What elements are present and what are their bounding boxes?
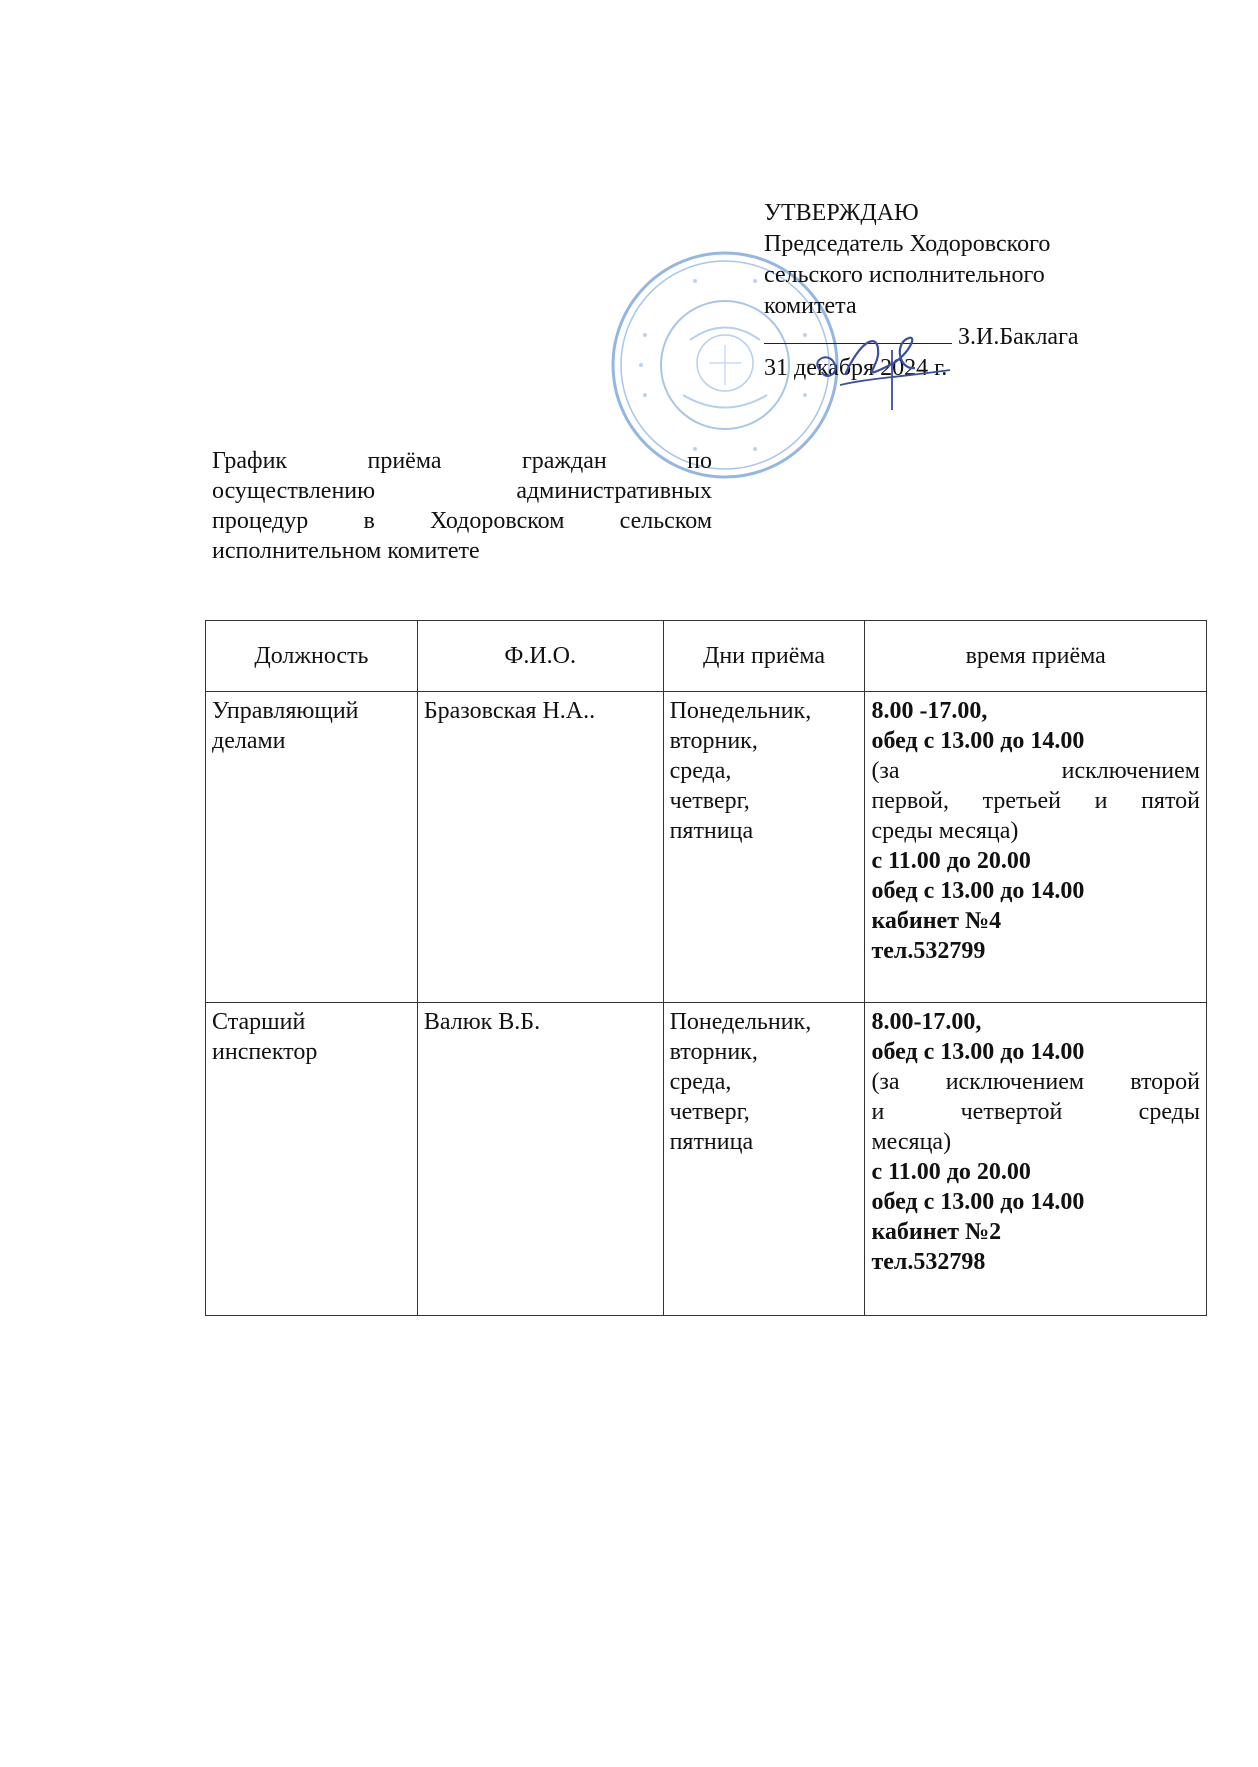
day-line: пятница	[669, 1129, 754, 1155]
signer-name: З.И.Баклага	[958, 324, 1079, 350]
phone-number: тел.532799	[871, 938, 986, 964]
cell-days	[663, 1003, 865, 1316]
lunch-alt: обед с 13.00 до 14.00	[871, 1189, 1085, 1215]
approval-date: 31 декабря 2024 г.	[764, 355, 948, 381]
approval-heading: УТВЕРЖДАЮ	[764, 200, 919, 226]
lunch-alt: обед с 13.00 до 14.00	[871, 878, 1085, 904]
cell-time	[865, 692, 1207, 1003]
table-header-row	[206, 621, 1207, 692]
cell-position	[206, 692, 418, 1003]
note-line: первой, третьей и пятой	[871, 788, 1200, 814]
header-time: время приёма	[865, 621, 1207, 692]
position-line: инспектор	[212, 1039, 318, 1065]
position-line: делами	[212, 728, 286, 754]
header-position: Должность	[206, 621, 418, 692]
table-row	[206, 1003, 1207, 1316]
hours-alt: с 11.00 до 20.00	[871, 848, 1031, 874]
day-line: пятница	[669, 818, 754, 844]
reception-schedule-table	[205, 620, 1207, 1316]
room-number: кабинет №2	[871, 1219, 1002, 1245]
room-number: кабинет №4	[871, 908, 1002, 934]
cell-position	[206, 1003, 418, 1316]
position-line: Управляющий	[212, 698, 359, 724]
day-line: Понедельник,	[669, 1009, 812, 1035]
day-line: среда,	[669, 1069, 732, 1095]
day-line: Понедельник,	[669, 698, 812, 724]
approval-line-3: комитета	[764, 293, 857, 319]
position-line: Старший	[212, 1009, 306, 1035]
approval-line-2: сельского исполнительного	[764, 262, 1045, 288]
lunch-main: обед с 13.00 до 14.00	[871, 728, 1085, 754]
table-row	[206, 692, 1207, 1003]
day-line: вторник,	[669, 1039, 758, 1065]
hours-main: 8.00-17.00,	[871, 1009, 982, 1035]
phone-number: тел.532798	[871, 1249, 986, 1275]
note-line: месяца)	[871, 1129, 952, 1155]
hours-alt: с 11.00 до 20.00	[871, 1159, 1031, 1185]
title-line-2: осуществлению административных	[212, 478, 712, 504]
header-days: Дни приёма	[663, 621, 865, 692]
header-name: Ф.И.О.	[417, 621, 663, 692]
lunch-main: обед с 13.00 до 14.00	[871, 1039, 1085, 1065]
cell-days	[663, 692, 865, 1003]
approval-line-1: Председатель Ходоровского	[764, 231, 1051, 257]
title-line-1: График приёма граждан по	[212, 448, 712, 474]
note-line: (за исключением	[871, 758, 1200, 784]
note-line: (за исключением второй	[871, 1069, 1200, 1095]
document-title	[212, 446, 712, 566]
day-line: четверг,	[669, 1099, 750, 1125]
cell-name: Бразовская Н.А..	[417, 692, 663, 1003]
hours-main: 8.00 -17.00,	[871, 698, 988, 724]
day-line: среда,	[669, 758, 732, 784]
cell-time	[865, 1003, 1207, 1316]
cell-name: Валюк В.Б.	[417, 1003, 663, 1316]
handwritten-signature	[800, 310, 960, 420]
title-line-4: исполнительном комитете	[212, 538, 480, 564]
note-line: и четвертой среды	[871, 1099, 1200, 1125]
note-line: среды месяца)	[871, 818, 1019, 844]
day-line: четверг,	[669, 788, 750, 814]
title-line-3: процедур в Ходоровском сельском	[212, 508, 712, 534]
day-line: вторник,	[669, 728, 758, 754]
